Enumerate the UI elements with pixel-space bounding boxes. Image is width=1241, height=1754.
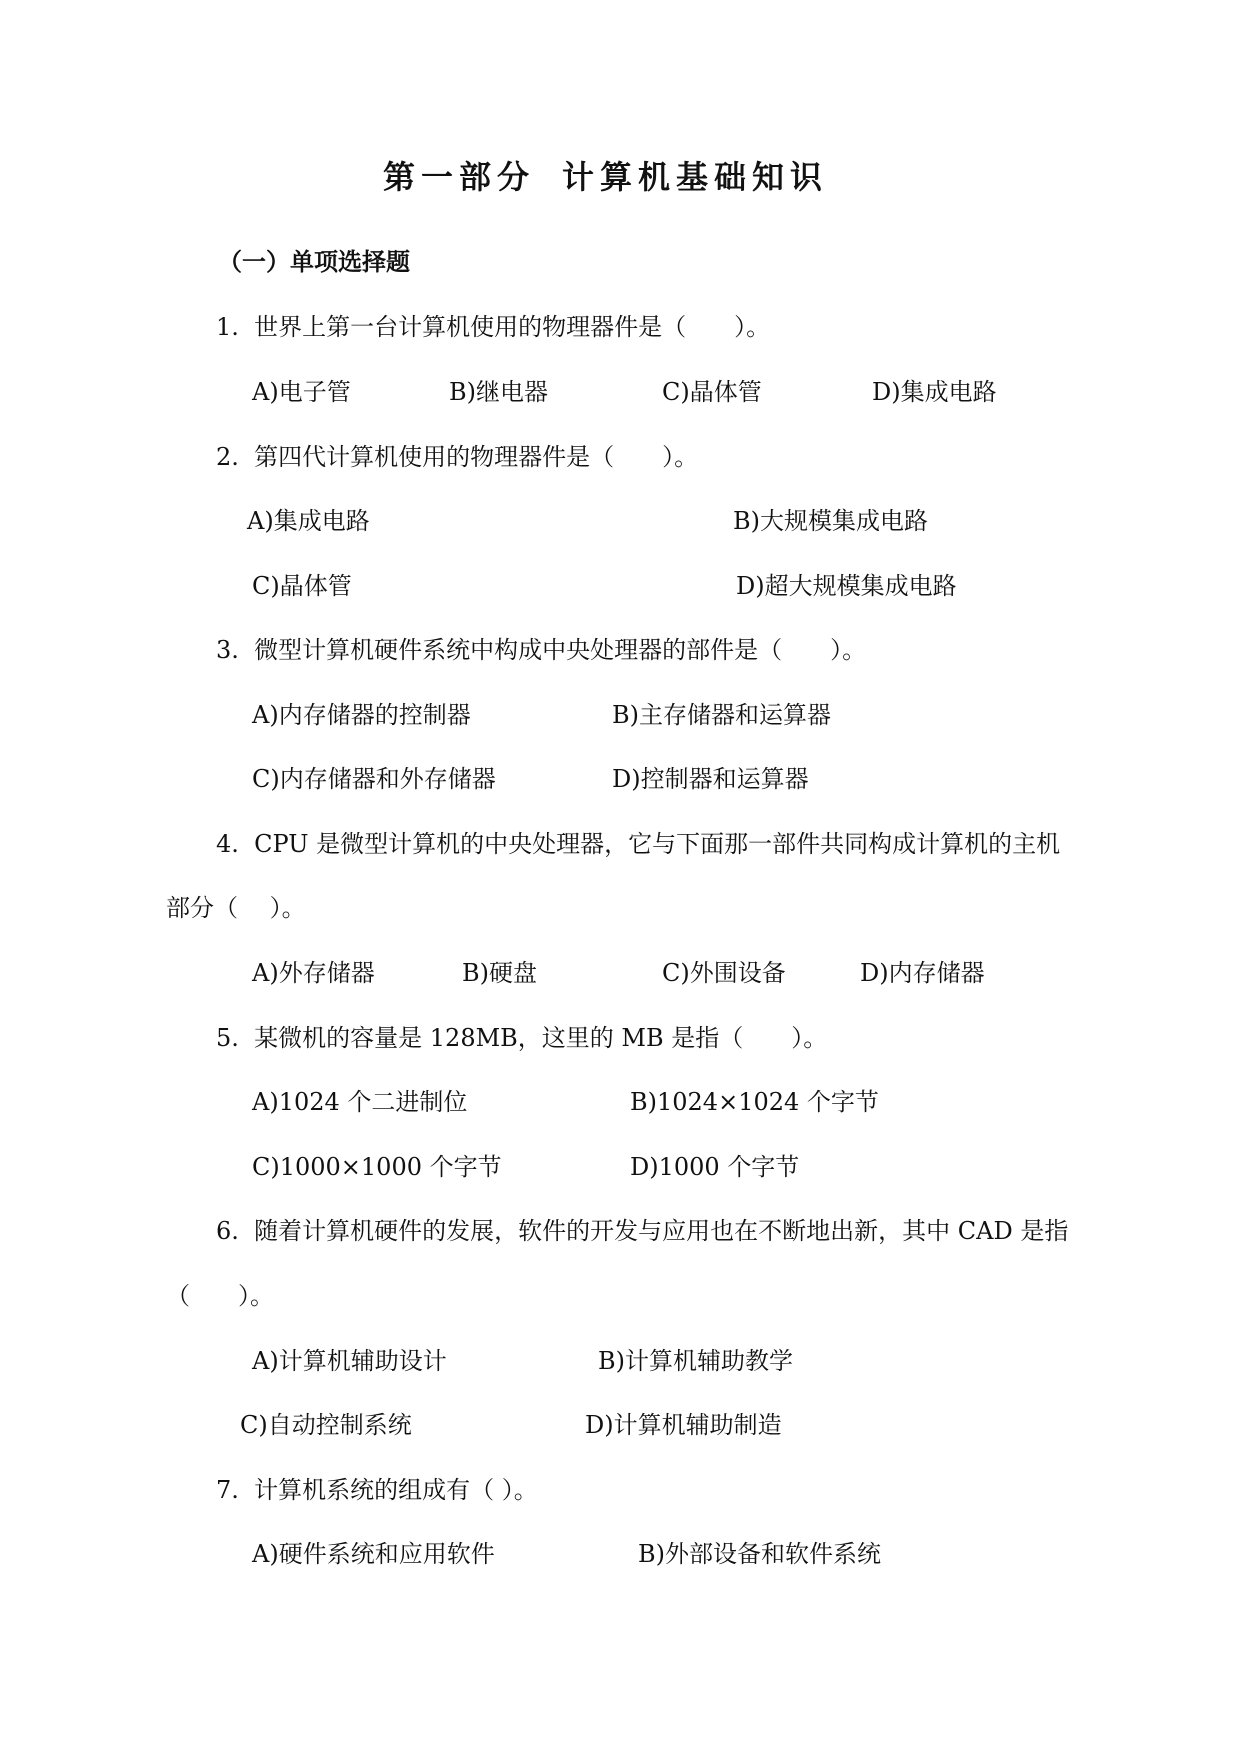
q5-option-a: A)1024 个二进制位 [252, 1088, 468, 1116]
q5-option-b: B)1024×1024 个字节 [630, 1088, 879, 1116]
q6-option-a: A)计算机辅助设计 [252, 1347, 447, 1375]
q3-option-c: C)内存储器和外存储器 [252, 765, 496, 793]
q2-option-d: D)超大规模集成电路 [736, 572, 957, 600]
q3-option-b: B)主存储器和运算器 [612, 701, 831, 729]
question-6-stem-continued: （ ）。 [166, 1282, 274, 1310]
question-5-stem: 5. 某微机的容量是 128MB，这里的 MB 是指（ ）。 [216, 1024, 828, 1052]
q4-option-d: D)内存储器 [860, 959, 985, 987]
q4-option-c: C)外围设备 [662, 959, 786, 987]
question-4-stem-continued: 部分（ ）。 [166, 894, 306, 922]
question-2-stem: 2. 第四代计算机使用的物理器件是（ ）。 [216, 443, 699, 471]
q2-option-c: C)晶体管 [252, 572, 352, 600]
q1-option-c: C)晶体管 [662, 378, 762, 406]
q7-option-b: B)外部设备和软件系统 [638, 1540, 881, 1568]
q4-option-b: B)硬盘 [462, 959, 537, 987]
q3-option-a: A)内存储器的控制器 [252, 701, 471, 729]
question-4-stem: 4. CPU 是微型计算机的中央处理器，它与下面那一部件共同构成计算机的主机 [216, 830, 1061, 858]
question-6-stem: 6. 随着计算机硬件的发展，软件的开发与应用也在不断地出新，其中 CAD 是指 [216, 1217, 1069, 1245]
q6-option-d: D)计算机辅助制造 [585, 1411, 782, 1439]
question-7-stem: 7. 计算机系统的组成有（ ）。 [216, 1476, 538, 1504]
q6-option-b: B)计算机辅助教学 [598, 1347, 793, 1375]
q1-option-d: D)集成电路 [872, 378, 997, 406]
q5-option-c: C)1000×1000 个字节 [252, 1153, 502, 1181]
q5-option-d: D)1000 个字节 [630, 1153, 800, 1181]
question-1-stem: 1. 世界上第一台计算机使用的物理器件是（ ）。 [216, 313, 771, 341]
q2-option-a: A)集成电路 [247, 507, 370, 535]
question-3-stem: 3. 微型计算机硬件系统中构成中央处理器的部件是（ ）。 [216, 636, 867, 664]
q3-option-d: D)控制器和运算器 [612, 765, 809, 793]
title-main: 计算机基础知识 [562, 158, 829, 196]
q1-option-b: B)继电器 [449, 378, 548, 406]
q2-option-b: B)大规模集成电路 [733, 507, 928, 535]
q4-option-a: A)外存储器 [252, 959, 375, 987]
q1-option-a: A)电子管 [252, 378, 351, 406]
q6-option-c: C)自动控制系统 [240, 1411, 412, 1439]
q7-option-a: A)硬件系统和应用软件 [252, 1540, 495, 1568]
section-heading: （一）单项选择题 [218, 248, 410, 276]
title-part: 第一部分 [383, 158, 536, 196]
